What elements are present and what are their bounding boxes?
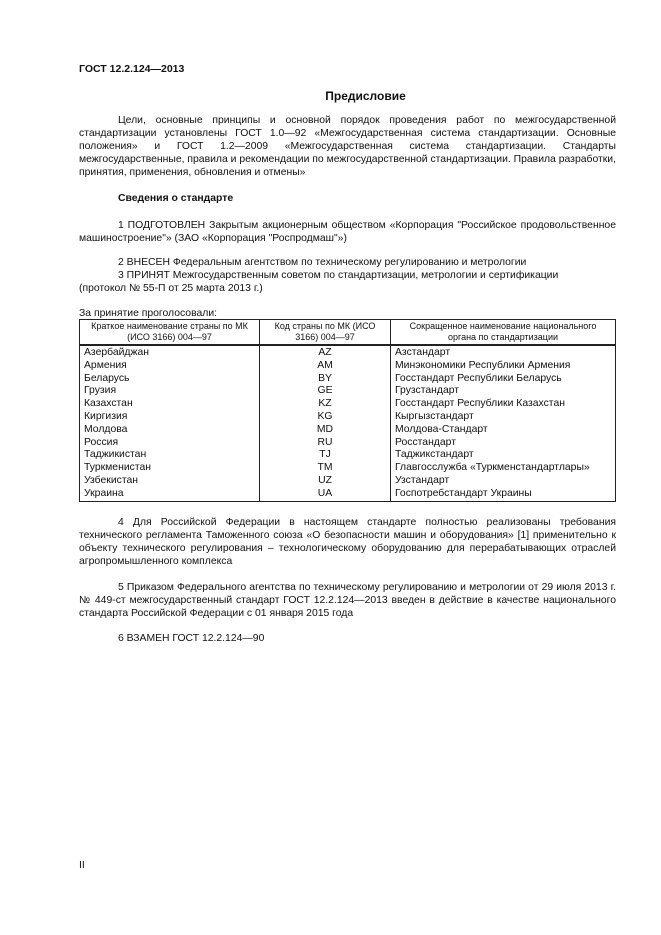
- country-cell: Казахстан: [80, 398, 260, 411]
- country-cell: Россия: [80, 437, 260, 450]
- body-cell: Молдова-Стандарт: [391, 424, 616, 437]
- code-cell: TM: [260, 462, 391, 475]
- header-country-code: Код страны по МК (ИСО 3166) 004—97: [260, 320, 391, 346]
- body-cell: Узстандарт: [391, 475, 616, 488]
- country-cell: Молдова: [80, 424, 260, 437]
- table-row: [80, 437, 616, 450]
- section-title: Сведения о стандарте: [118, 193, 234, 204]
- code-cell: KG: [260, 411, 391, 424]
- country-cell: Киргизия: [80, 411, 260, 424]
- code-cell: BY: [260, 373, 391, 386]
- body-cell: Госстандарт Республики Казахстан: [391, 398, 616, 411]
- header-standards-body: Сокращенное наименование национального органа по стандартизации: [391, 320, 616, 346]
- item-1-prepared: 1 ПОДГОТОВЛЕН Закрытым акционерным обществом «Корпорация "Российское продовольственное машиностроение"» (ЗАО «Корпорация "Роспродмаш"»): [79, 220, 616, 244]
- table-row: [80, 360, 616, 373]
- page-number: II: [79, 859, 85, 871]
- country-cell: Беларусь: [80, 373, 260, 386]
- item-3-adopted: 3 ПРИНЯТ Межгосударственным советом по стандартизации, метрологии и сертификации: [118, 270, 559, 281]
- country-cell: Таджикистан: [80, 449, 260, 462]
- body-cell: Кыргызстандарт: [391, 411, 616, 424]
- body-cell: Госпотребстандарт Украины: [391, 488, 616, 501]
- item-3-protocol: (протокол № 55-П от 25 марта 2013 г.): [79, 283, 263, 294]
- country-cell: Туркменистан: [80, 462, 260, 475]
- code-cell: AZ: [260, 345, 391, 360]
- country-cell: Узбекистан: [80, 475, 260, 488]
- table-row: [80, 488, 616, 501]
- code-cell: AM: [260, 360, 391, 373]
- table-row: [80, 475, 616, 488]
- code-cell: UZ: [260, 475, 391, 488]
- table-row: [80, 424, 616, 437]
- item-2-submitted: 2 ВНЕСЕН Федеральным агентством по техническому регулированию и метрологии: [118, 257, 527, 268]
- code-cell: RU: [260, 437, 391, 450]
- item-4-russian-federation: 4 Для Российской Федерации в настоящем стандарте полностью реализованы требования технического регламента Таможенного союза «О безопасности машин и оборудования» [1] применительно к объекту технического регулирования – технологическому оборудованию для перерабатывающих отраслей агропромышленного комплекса: [79, 517, 616, 567]
- body-cell: Госстандарт Республики Беларусь: [391, 373, 616, 386]
- code-cell: GE: [260, 385, 391, 398]
- table-row: [80, 449, 616, 462]
- table-row: [80, 373, 616, 386]
- country-cell: Украина: [80, 488, 260, 501]
- table-header-row: [80, 320, 616, 346]
- body-cell: Таджикстандарт: [391, 449, 616, 462]
- header-country-name: Краткое наименование страны по МК (ИСО 3166) 004—97: [80, 320, 260, 346]
- table-row: [80, 345, 616, 360]
- table-row: [80, 398, 616, 411]
- member-countries-table: [79, 319, 616, 502]
- country-cell: Армения: [80, 360, 260, 373]
- code-cell: TJ: [260, 449, 391, 462]
- body-cell: Минэкономики Республики Армения: [391, 360, 616, 373]
- country-cell: Азербайджан: [80, 345, 260, 360]
- voted-label: За принятие проголосовали:: [79, 308, 218, 319]
- country-cell: Грузия: [80, 385, 260, 398]
- body-cell: Грузстандарт: [391, 385, 616, 398]
- page-title: [0, 89, 661, 103]
- intro-paragraph: Цели, основные принципы и основной порядок проведения работ по межгосударственной стандартизации установлены ГОСТ 1.0—92 «Межгосударственная система стандартизации. Основные положения» и ГОСТ 1.2—2009 «Межгосударственная система стандартизации. Стандарты межгосударственные, правила и рекомендации по межгосударственной стандартизации. Правила разработки, принятия, применения, обновления и отмены»: [79, 115, 616, 178]
- page-title-text: Предисловие: [325, 89, 406, 103]
- item-6-replaces: 6 ВЗАМЕН ГОСТ 12.2.124—90: [118, 633, 265, 644]
- document-header: ГОСТ 12.2.124—2013: [79, 63, 185, 75]
- code-cell: KZ: [260, 398, 391, 411]
- table-row: [80, 385, 616, 398]
- code-cell: UA: [260, 488, 391, 501]
- code-cell: MD: [260, 424, 391, 437]
- table-row: [80, 462, 616, 475]
- item-5-order: 5 Приказом Федерального агентства по техническому регулированию и метрологии от 29 июля 2013 г. № 449-ст межгосударственный стандарт ГОСТ 12.2.124—2013 введен в действие в качестве национального стандарта Российской Федерации с 01 января 2015 года: [79, 582, 616, 619]
- body-cell: Росстандарт: [391, 437, 616, 450]
- body-cell: Главгосслужба «Туркменстандартлары»: [391, 462, 616, 475]
- table-row: [80, 411, 616, 424]
- body-cell: Азстандарт: [391, 345, 616, 360]
